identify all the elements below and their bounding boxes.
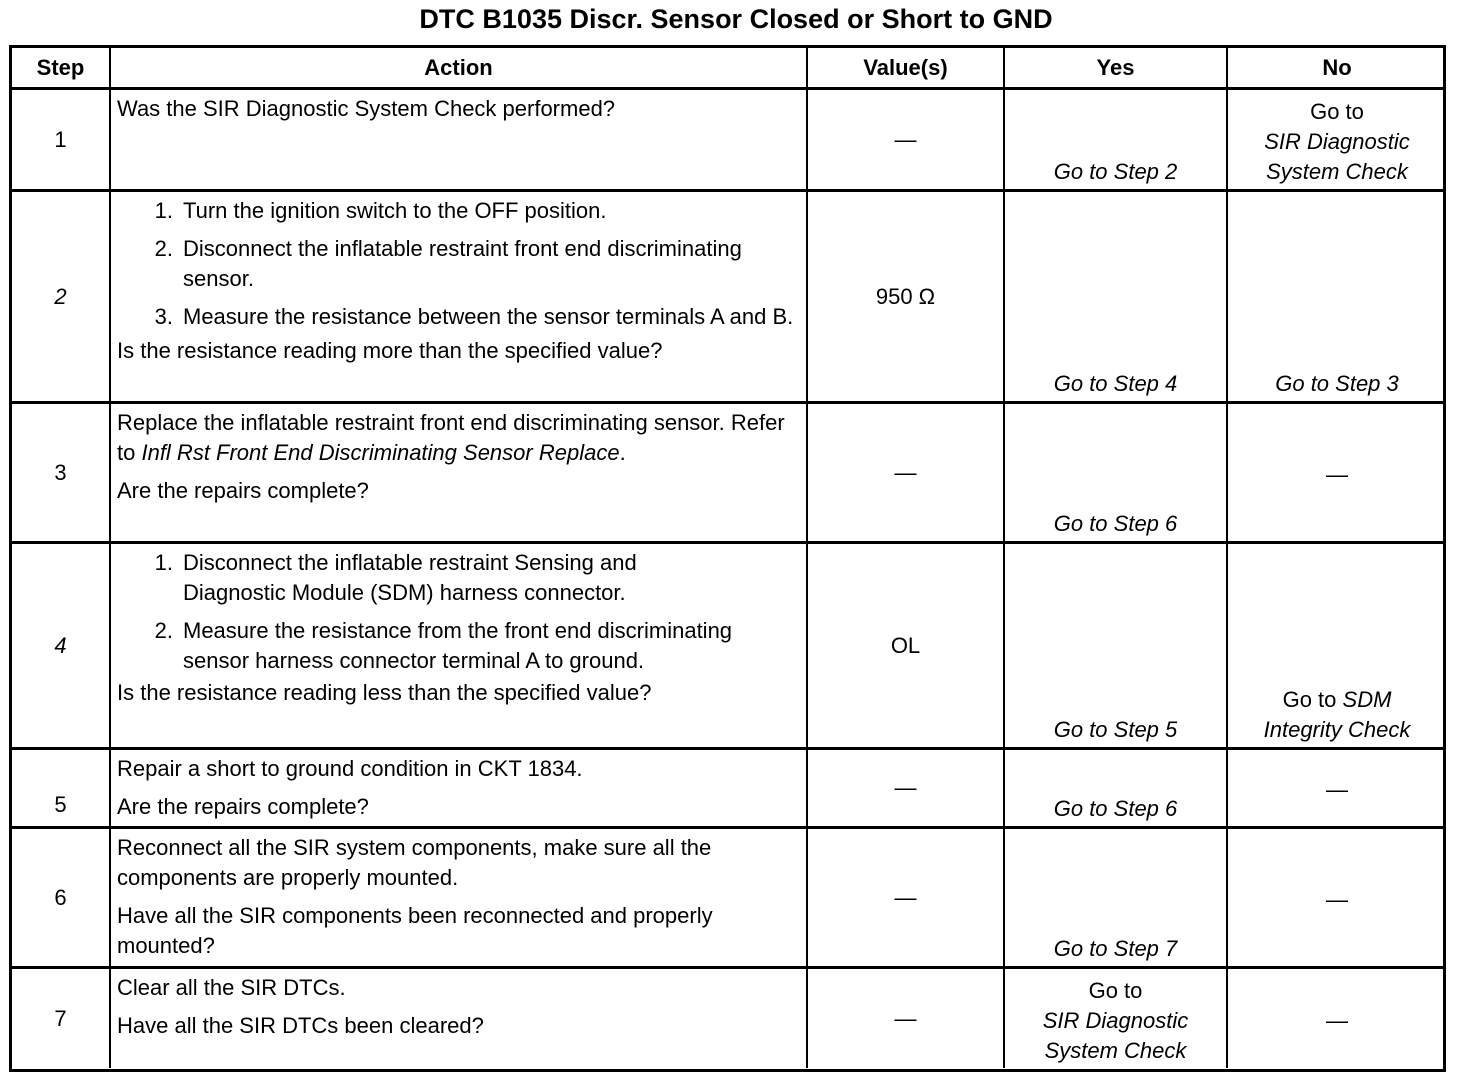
action-cell — [111, 404, 808, 544]
value-cell: — — [808, 404, 1005, 544]
action-cell — [111, 544, 808, 750]
yes-link[interactable]: Go to Step 6 — [1053, 796, 1178, 821]
header-step: Step — [12, 48, 111, 90]
no-cell: — — [1228, 404, 1446, 544]
action-text: Clear all the SIR DTCs. — [117, 975, 346, 1000]
yes-link[interactable]: Go to Step 6 — [1053, 511, 1178, 536]
header-no: No — [1228, 48, 1446, 90]
value-cell: — — [808, 750, 1005, 829]
question-text: Have all the SIR DTCs been cleared? — [117, 1013, 484, 1038]
step-number: 6 — [12, 829, 111, 969]
no-link[interactable]: Go to Step 3 — [1275, 371, 1399, 396]
question-text: Is the resistance reading less than the specified value? — [117, 680, 652, 705]
yes-cell — [1005, 750, 1228, 829]
no-cell: — — [1326, 1007, 1348, 1033]
yes-link[interactable]: Go to Step 4 — [1053, 371, 1178, 396]
instruction-list — [117, 548, 800, 676]
value-cell: OL — [808, 544, 1005, 750]
yes-link[interactable]: SIR Diagnostic — [1042, 1008, 1189, 1033]
no-link[interactable]: SIR Diagnostic — [1264, 128, 1410, 154]
list-item: 2. Disconnect the inflatable restraint front end discriminating sensor. — [154, 236, 742, 291]
header-values: Value(s) — [808, 48, 1005, 90]
list-item: 1. Disconnect the inflatable restraint Sensing and Diagnostic Module (SDM) harness connector. — [154, 550, 637, 605]
no-cell: — — [1228, 829, 1446, 969]
list-item: 2. Measure the resistance from the front end discriminating sensor harness connector terminal A to ground. — [154, 618, 733, 673]
header-yes: Yes — [1005, 48, 1228, 90]
diagnostic-table — [9, 45, 1446, 1072]
step-number: 2 — [12, 192, 111, 404]
no-link[interactable]: SDM — [1342, 687, 1392, 712]
header-action: Action — [111, 48, 808, 90]
value-cell: — — [808, 829, 1005, 969]
reference-link[interactable]: Infl Rst Front End Discriminating Sensor Replace — [141, 440, 620, 465]
yes-text: Go to — [1088, 978, 1143, 1003]
yes-cell — [1005, 829, 1228, 969]
no-text: Go to SDM — [1282, 687, 1392, 712]
question-text: Are the repairs complete? — [117, 794, 369, 819]
yes-cell — [1005, 969, 1228, 1068]
action-text: Reconnect all the SIR system components, make sure all the components are properly mounted. — [117, 835, 712, 890]
no-text: Go to — [1310, 98, 1364, 124]
yes-link[interactable]: Go to Step 2 — [1053, 159, 1178, 184]
yes-cell — [1005, 192, 1228, 404]
no-link[interactable]: Integrity Check — [1263, 717, 1411, 742]
instruction-list — [117, 196, 800, 332]
no-cell — [1228, 90, 1446, 192]
no-link[interactable]: System Check — [1266, 158, 1408, 184]
yes-cell — [1005, 404, 1228, 544]
action-text: Replace the inflatable restraint front end discriminating sensor. Refer to Infl Rst Front End Discriminating Sensor Replace. — [117, 410, 785, 465]
step-number: 5 — [12, 750, 111, 829]
action-text: Repair a short to ground condition in CKT 1834. — [117, 756, 583, 781]
yes-cell — [1005, 544, 1228, 750]
value-cell: — — [808, 969, 1005, 1068]
page-title: DTC B1035 Discr. Sensor Closed or Short to GND — [419, 4, 1053, 34]
step-number: 1 — [12, 90, 111, 192]
no-cell: — — [1228, 750, 1446, 829]
no-cell — [1228, 544, 1446, 750]
step-number: 3 — [12, 404, 111, 544]
action-cell — [111, 829, 808, 969]
action-cell — [111, 750, 808, 829]
question-text: Are the repairs complete? — [117, 478, 369, 503]
action-text: Was the SIR Diagnostic System Check performed? — [117, 96, 616, 121]
question-text: Have all the SIR components been reconnected and properly mounted? — [117, 903, 713, 958]
yes-cell — [1005, 90, 1228, 192]
list-item: 3. Measure the resistance between the sensor terminals A and B. — [154, 304, 794, 329]
yes-link[interactable]: Go to Step 5 — [1053, 717, 1178, 742]
question-text: Is the resistance reading more than the specified value? — [117, 338, 663, 363]
yes-link[interactable]: Go to Step 7 — [1053, 936, 1178, 961]
action-cell — [111, 90, 808, 192]
no-cell — [1228, 192, 1446, 404]
value-cell: — — [808, 90, 1005, 192]
action-cell — [111, 192, 808, 404]
step-number: 7 — [12, 969, 111, 1068]
step-number: 4 — [12, 544, 111, 750]
action-cell — [111, 969, 808, 1068]
yes-link[interactable]: System Check — [1044, 1038, 1187, 1063]
list-item: 1. Turn the ignition switch to the OFF position. — [154, 198, 607, 223]
value-cell: 950 Ω — [808, 192, 1005, 404]
